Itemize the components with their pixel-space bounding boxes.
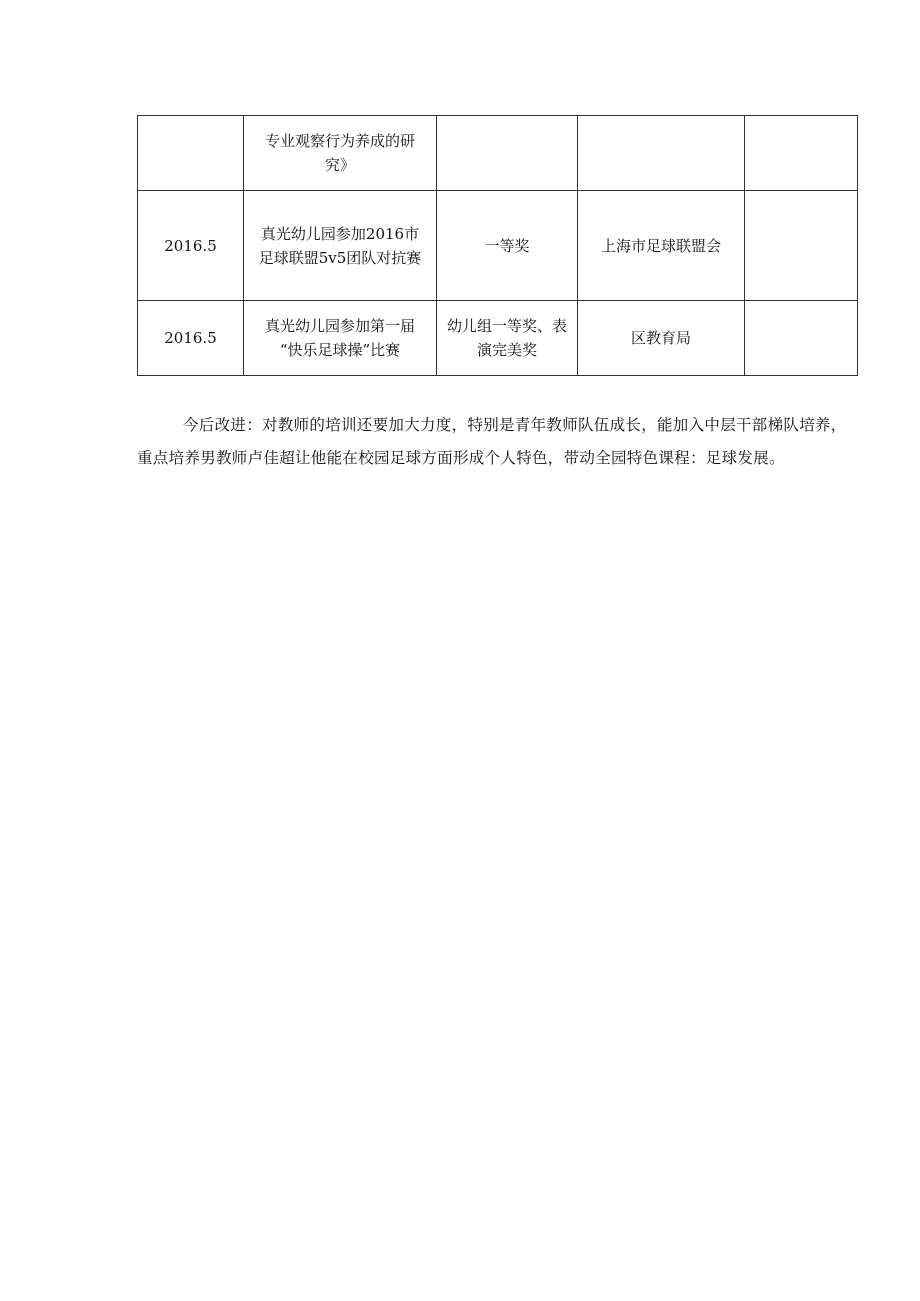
project-line: 究》 xyxy=(324,156,355,174)
project-cell xyxy=(244,191,437,301)
date-cell: 2016.5 xyxy=(138,191,244,301)
note-cell xyxy=(745,191,858,301)
project-line: 足球联盟5v5团队对抗赛 xyxy=(258,248,422,267)
improvement-paragraph: 今后改进：对教师的培训还要加大力度，特别是青年教师队伍成长，能加入中层干部梯队培养，重点培养男教师卢佳超让他能在校园足球方面形成个人特色，带动全园特色课程：足球发展。 xyxy=(137,416,847,467)
award-line: 幼儿组一等奖、表 xyxy=(446,317,567,335)
project-line: 专业观察行为养成的研 xyxy=(264,132,415,150)
award-cell xyxy=(437,301,578,376)
award-cell: 一等奖 xyxy=(437,191,578,301)
date-cell: 2016.5 xyxy=(138,301,244,376)
note-cell xyxy=(745,116,858,191)
note-cell xyxy=(745,301,858,376)
project-cell xyxy=(244,301,437,376)
table-row xyxy=(138,301,858,376)
award-cell xyxy=(437,116,578,191)
award-line: 演完美奖 xyxy=(476,341,537,359)
awards-table xyxy=(137,115,858,376)
project-line: 真光幼儿园参加第一届 xyxy=(264,317,415,335)
organizer-cell xyxy=(578,116,745,191)
table-row xyxy=(138,191,858,301)
table-row xyxy=(138,116,858,191)
organizer-cell: 上海市足球联盟会 xyxy=(578,191,745,301)
project-cell xyxy=(244,116,437,191)
project-line: 真光幼儿园参加2016市 xyxy=(260,224,420,243)
date-cell xyxy=(138,116,244,191)
project-line: “快乐足球操”比赛 xyxy=(279,341,401,359)
organizer-cell: 区教育局 xyxy=(578,301,745,376)
